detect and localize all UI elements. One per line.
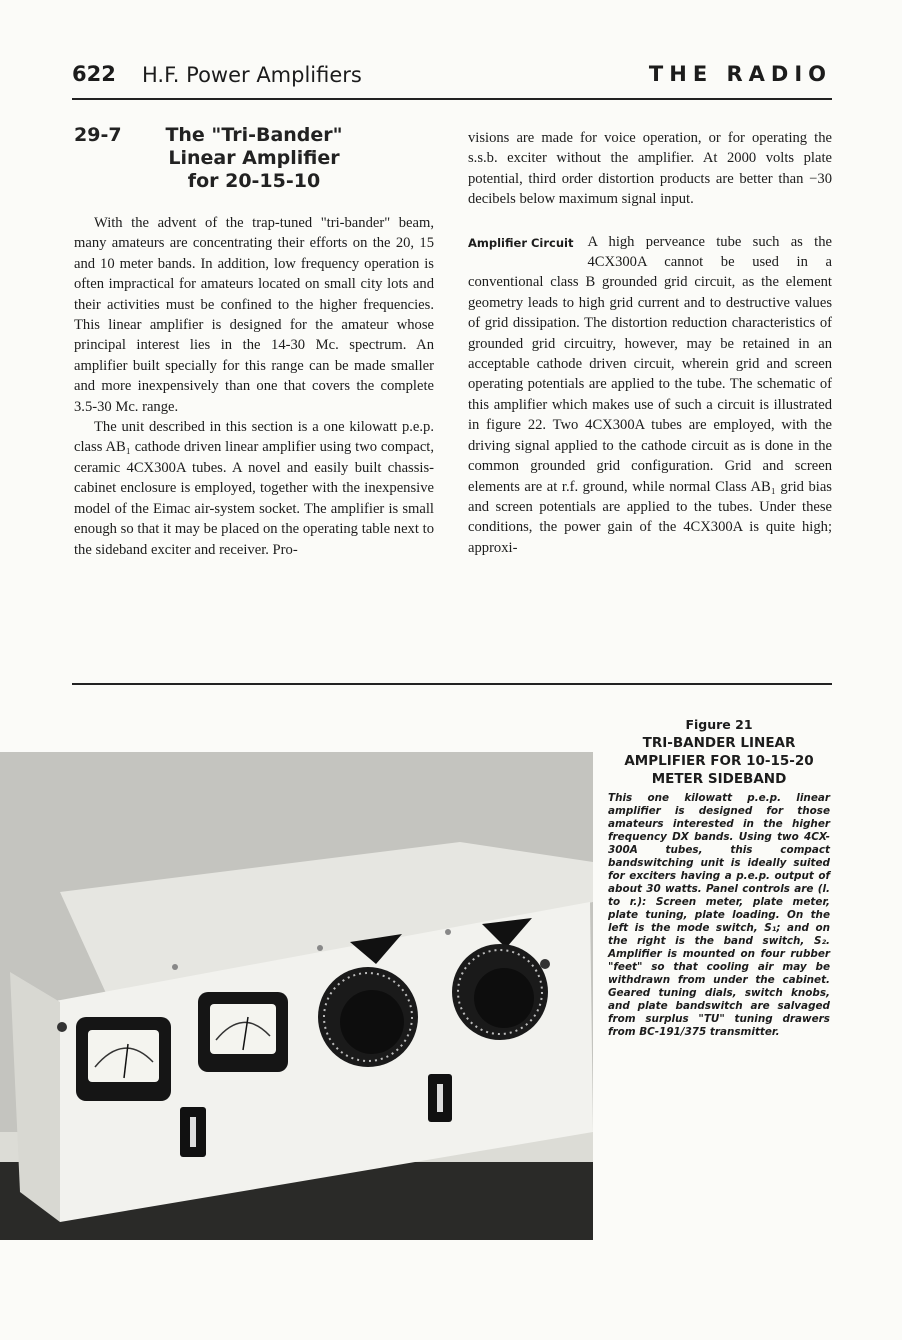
figure-title: TRI-BANDER LINEAR AMPLIFIER FOR 10-15-20 METER SIDEBAND — [624, 735, 814, 787]
paragraph: The unit described in this section is a one kilowatt p.e.p. class AB₁ cathode driven linear amplifier using two compact, ceramic 4CX300A tubes. A novel and easily built chassis-cabinet enclosure is employed, together with the inexpensive model of the Eimac air-system socket. The amplifier is small enough so that it may be placed on the operating table next to the sideband exciter and receiver. Pro- — [74, 419, 434, 558]
figure-caption — [608, 716, 830, 1039]
paragraph-text: A high perveance tube such as the 4CX300A cannot be used in a conventional class B grounded grid circuit, as the element geometry leads to high grid current and to destructive values of grid dissipation. The distortion reduction characteristics of grounded grid circuitry, however, may be retained in an acceptable cathode driven circuit, wherein grid and screen operating potentials are applied to the tube. The schematic of this amplifier which makes use of such a circuit is illustrated in figure 22. Two 4CX300A tubes are employed, with the driving signal applied to the cathode circuit as is done in the common grounded grid configuration. Grid and screen elements are at r.f. ground, while normal Class AB₁ grid bias and screen potentials are applied to the tubes. Under these conditions, the power gain of the 4CX300A is quite high; approxi- — [468, 233, 832, 556]
paragraph: With the advent of the trap-tuned "tri-bander" beam, many amateurs are concentrating their efforts on the 20, 15 and 10 meter bands. In addition, low frequency operation is often impractical for amateurs located on small city lots and their activities must be confined to the higher frequencies. This linear amplifier is designed for the amateur whose principal interest lies in the 14-30 Mc. spectrum. An amplifier built specially for this range can be made smaller and more inexpensively than one that covers the complete 3.5-30 Mc. range. — [74, 215, 434, 415]
page-number: 622 — [72, 62, 116, 86]
figure-divider — [72, 683, 832, 685]
amplifier-illustration — [0, 752, 593, 1240]
right-column — [468, 128, 832, 558]
section-title — [154, 124, 354, 193]
page-header — [72, 62, 832, 100]
section-number: 29-7 — [74, 124, 122, 146]
section-heading — [74, 124, 434, 193]
subhead: Amplifier Circuit — [468, 235, 574, 250]
running-title: H.F. Power Amplifiers — [142, 63, 362, 87]
section-title-line1: The "Tri-Bander" — [165, 124, 343, 146]
figure-caption-text: This one kilowatt p.e.p. linear amplifier is designed for those amateurs interested in the higher frequency DX bands. Using two 4CX-300A tubes, this compact bandswitching unit is ideally suited for exciters having a p.e.p. output of about 30 watts. Panel controls are (l. to r.): Screen meter, plate meter, plate tuning, plate loading. On the left is the mode switch, S₁; and on the right is the band switch, S₂. Amplifier is mounted on four rubber "feet" so that cooling air may be withdrawn from under the cabinet. Geared tuning dials, switch knobs, and plate bandswitch are salvaged from surplus "TU" tuning drawers from BC-191/375 transmitter. — [608, 792, 830, 1038]
paragraph-with-subhead — [468, 232, 832, 559]
section-title-line2: Linear Amplifier — [168, 147, 340, 169]
section-title-line3: for 20-15-10 — [187, 170, 321, 192]
journal-title: THE RADIO — [648, 62, 832, 86]
figure-label: Figure 21 — [685, 717, 753, 732]
paragraph: visions are made for voice operation, or for operating the s.s.b. exciter without the amplifier. At 2000 volts plate potential, third order distortion products are better than −30 decibels below maximum signal input. — [468, 130, 832, 208]
left-column — [74, 124, 434, 560]
amplifier-photo — [0, 752, 593, 1240]
